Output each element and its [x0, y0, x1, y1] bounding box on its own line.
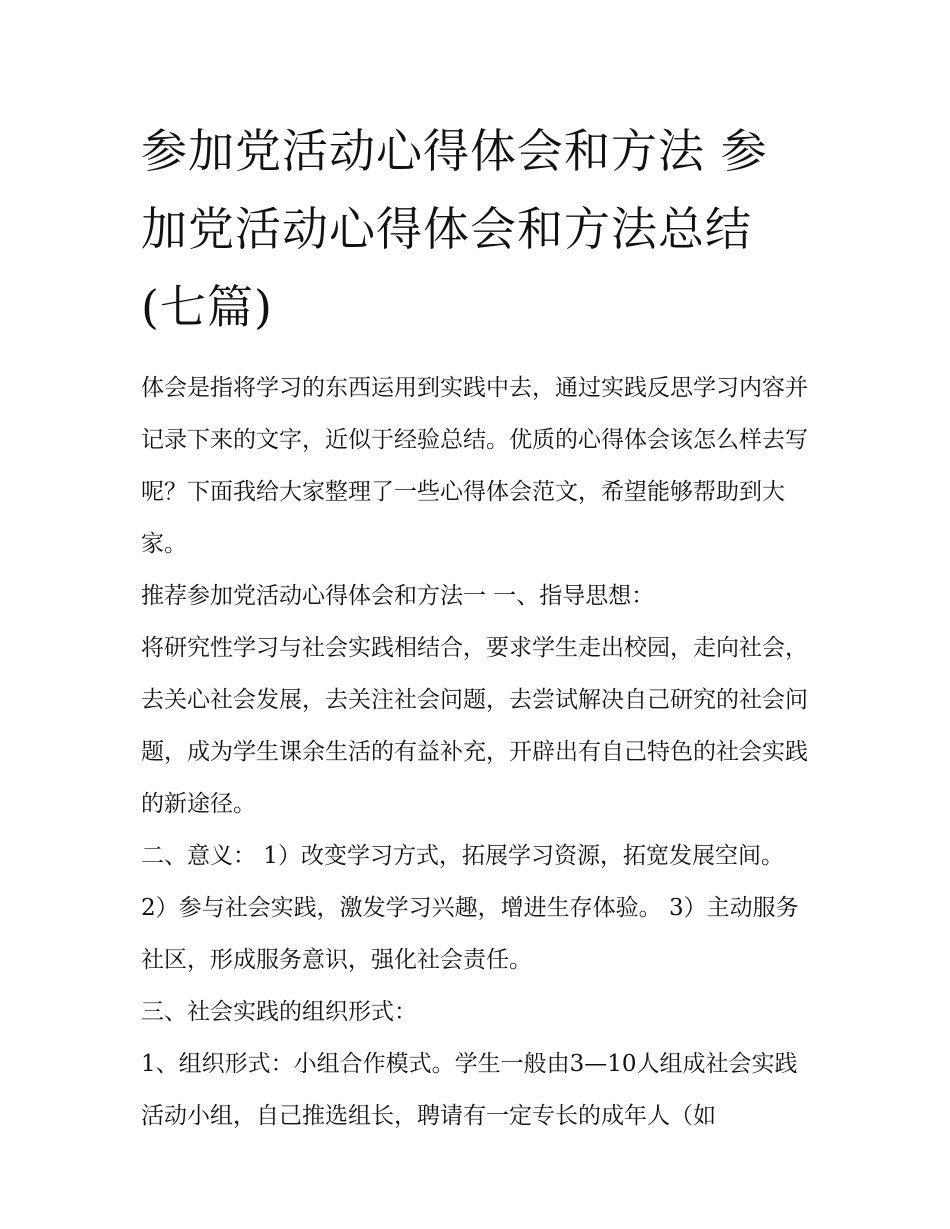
- paragraph-organization-form: 1、组织形式：小组合作模式。学生一般由3—10人组成社会实践活动小组，自己推选组长，聘请有一定专长的成年人（如: [141, 1051, 798, 1129]
- paragraph-intro: 体会是指将学习的东西运用到实践中去，通过实践反思学习内容并记录下来的文字，近似于经验总结。优质的心得体会该怎么样去写呢？下面我给大家整理了一些心得体会范文，希望能够帮助到大家。: [141, 375, 808, 557]
- paragraph-significance: 二、意义： 1）改变学习方式，拓展学习资源，拓宽发展空间。 2）参与社会实践，激发学习兴趣，增进生存体验。 3）主动服务社区，形成服务意识，强化社会责任。: [141, 843, 799, 973]
- document-page: [141, 112, 813, 1142]
- paragraph-section-heading: 推荐参加党活动心得体会和方法一 一、指导思想：: [141, 583, 655, 609]
- document-title: 参加党活动心得体会和方法 参加党活动心得体会和方法总结(七篇): [141, 124, 768, 334]
- document-body: [141, 362, 813, 1142]
- paragraph-organization-heading: 三、社会实践的组织形式：: [141, 999, 417, 1025]
- paragraph-guiding-idea: 将研究性学习与社会实践相结合，要求学生走出校园，走向社会，去关心社会发展，去关注社会问题，去尝试解决自己研究的社会问题，成为学生课余生活的有益补充，开辟出有自己特色的社会实践的新途径。: [141, 635, 808, 817]
